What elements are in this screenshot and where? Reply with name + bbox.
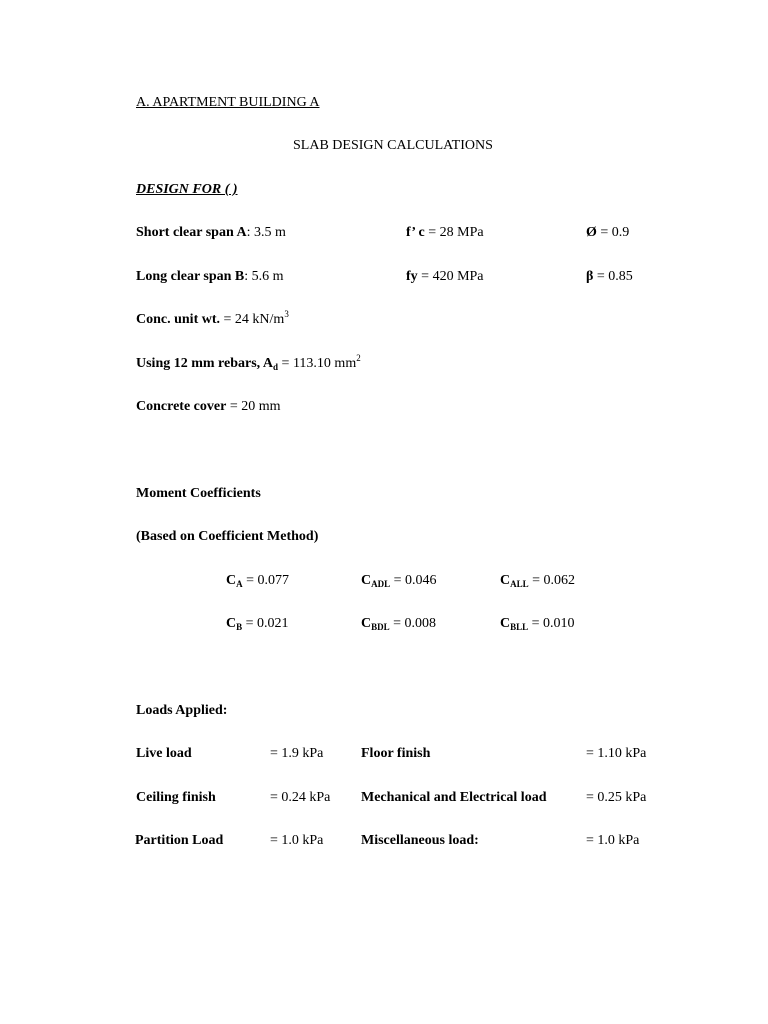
fy-line	[406, 268, 484, 286]
fy-label: fy	[406, 269, 418, 284]
beta-value: = 0.85	[593, 269, 633, 284]
load-value-misc: = 1.0 kPa	[586, 833, 640, 848]
moment-method: (Based on Coefficient Method)	[136, 529, 319, 544]
rebar-sub: d	[273, 362, 279, 372]
long-span-value: : 5.6 m	[244, 269, 284, 284]
load-value-floor: = 1.10 kPa	[586, 746, 647, 761]
section-heading: A. APARTMENT BUILDING A	[136, 95, 320, 110]
moment-heading: Moment Coefficients	[136, 486, 261, 501]
phi-line	[586, 224, 629, 242]
coef-cbdl: $C_{BDL} = 0.008$	[361, 616, 437, 632]
fy-value: = 420 MPa	[417, 269, 484, 284]
short-span-value: : 3.5 m	[246, 225, 286, 240]
load-label-partition: Partition Load	[135, 833, 224, 848]
coef-call: $C_{ALL} = 0.062$	[500, 573, 576, 589]
long-span-line	[136, 268, 284, 286]
phi-value: = 0.9	[596, 225, 630, 240]
load-label-floor: Floor finish	[361, 746, 431, 761]
load-label-mep: Mechanical and Electrical load	[361, 790, 547, 805]
short-span-label: Short clear span A	[136, 225, 247, 240]
cover-label: Concrete cover	[136, 399, 227, 414]
conc-sup: 3	[284, 309, 289, 319]
load-label-misc: Miscellaneous load:	[361, 833, 479, 848]
conc-label: Conc. unit wt.	[136, 312, 221, 327]
conc-line	[136, 311, 289, 329]
rebar-label: Using 12 mm rebars, A	[136, 356, 274, 371]
load-value-partition: = 1.0 kPa	[270, 833, 324, 848]
beta-label: β	[586, 269, 594, 284]
long-span-label: Long clear span B	[136, 269, 245, 284]
rebar-value: = 113.10 mm	[278, 356, 357, 371]
load-value-mep: = 0.25 kPa	[586, 790, 647, 805]
rebar-sup: 2	[356, 353, 361, 363]
short-span-line	[136, 224, 286, 242]
beta-line	[586, 268, 633, 286]
load-value-live: = 1.9 kPa	[270, 746, 324, 761]
conc-value: = 24 kN/m	[220, 312, 285, 327]
coef-cbll: $C_{BLL} = 0.010$	[500, 616, 575, 632]
fc-value: = 28 MPa	[424, 225, 484, 240]
coef-cadl: $C_{ADL} = 0.046$	[361, 573, 437, 589]
cover-value: = 20 mm	[226, 399, 281, 414]
fc-label: f’ c	[406, 225, 425, 240]
cover-line	[136, 398, 281, 416]
loads-heading: Loads Applied:	[136, 703, 228, 718]
load-label-ceiling: Ceiling finish	[136, 790, 216, 805]
rebar-line	[136, 355, 361, 373]
phi-label: Ø	[586, 225, 597, 240]
load-value-ceiling: = 0.24 kPa	[270, 790, 331, 805]
coef-ca: $C_A = 0.077$	[226, 573, 290, 589]
coef-cb: $C_B = 0.021$	[226, 616, 289, 632]
fc-line	[406, 224, 484, 242]
design-for-heading: DESIGN FOR ( )	[136, 182, 238, 197]
load-label-live: Live load	[136, 746, 192, 761]
page-title: SLAB DESIGN CALCULATIONS	[293, 138, 493, 153]
